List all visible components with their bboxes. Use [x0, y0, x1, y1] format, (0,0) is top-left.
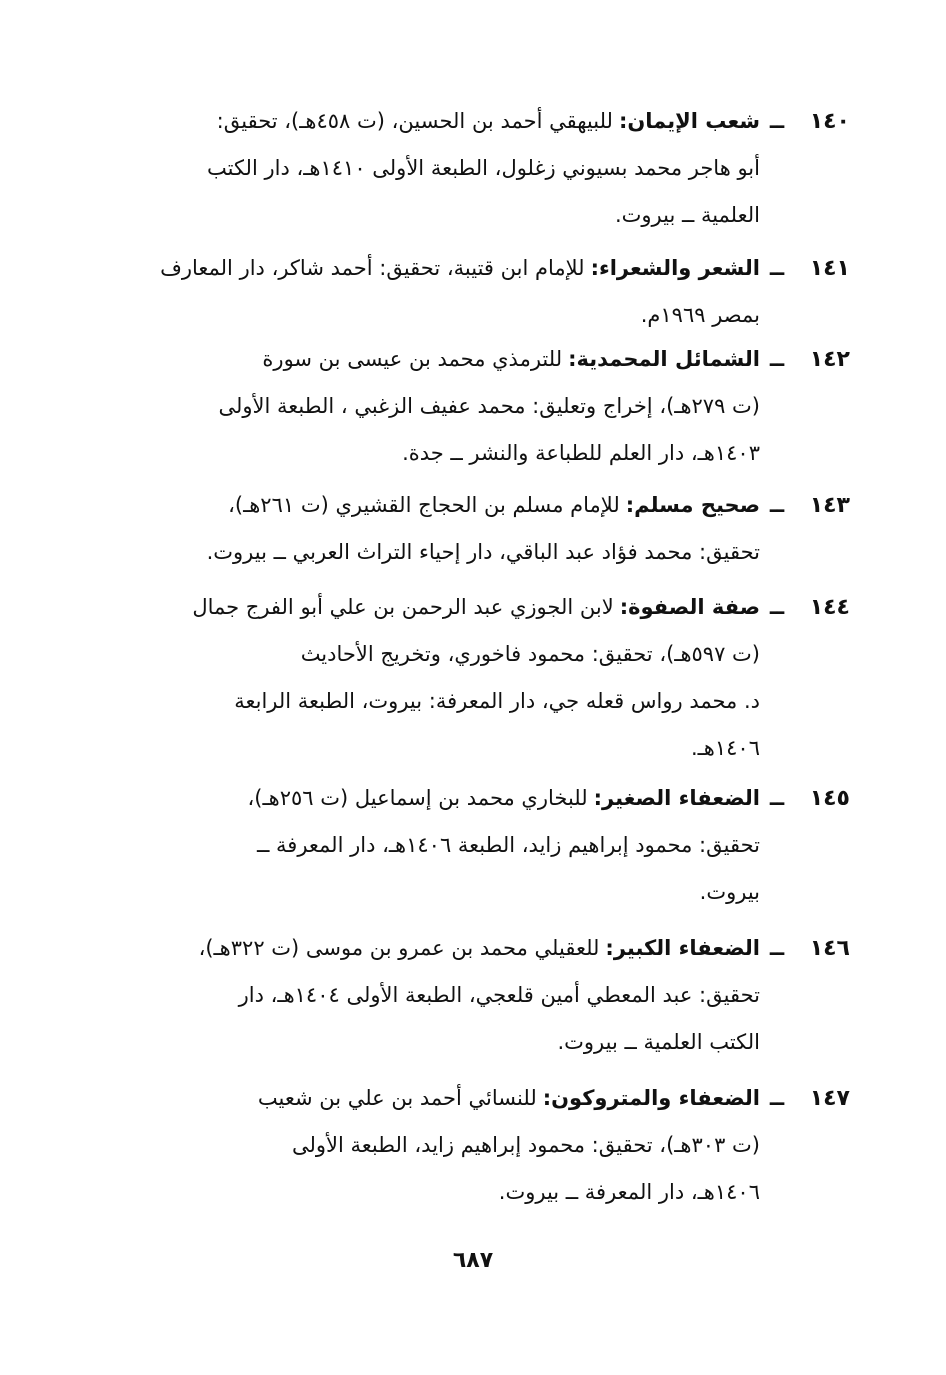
entry-first-line: [120, 925, 850, 972]
entry-continuation-line: ١٤٠٦هـ، دار المعرفة ــ بيروت.: [498, 1180, 760, 1204]
entry-title: الشمائل المحمدية:: [568, 347, 760, 371]
entry-first-line: [120, 245, 850, 292]
entry-text: لابن الجوزي عبد الرحمن بن علي أبو الفرج جمال: [192, 595, 614, 619]
entry-text: للإمام مسلم بن الحجاج القشيري (ت ٢٦١هـ)،: [228, 493, 620, 517]
entry-number: ١٤٣: [809, 493, 850, 518]
entry-text: للترمذي محمد بن عيسى بن سورة: [262, 347, 563, 371]
entry-number: ١٤٤: [809, 595, 850, 620]
entry-title: الضعفاء الكبير:: [605, 936, 760, 960]
entry-continuation-line: بيروت.: [699, 880, 760, 904]
entry-text: للعقيلي محمد بن عمرو بن موسى (ت ٣٢٢هـ)،: [198, 936, 600, 960]
entry-text: للإمام ابن قتيبة، تحقيق: أحمد شاكر، دار المعارف: [160, 256, 585, 280]
reference-entry-146: [120, 925, 850, 1066]
entry-continuation-line: (ت ٢٧٩هـ)، إخراج وتعليق: محمد عفيف الزغبي ، الطبعة الأولى: [218, 394, 760, 418]
entry-dash: ــ: [769, 109, 785, 133]
entry-dash: ــ: [769, 936, 785, 960]
entry-text: للنسائي أحمد بن علي بن شعيب: [257, 1086, 537, 1110]
entry-first-line: [120, 775, 850, 822]
entry-continuation-line: ١٤٠٦هـ.: [690, 736, 760, 760]
entry-continuation-line: ١٤٠٣هـ، دار العلم للطباعة والنشر ــ جدة.: [402, 441, 760, 465]
entry-first-line: [120, 1075, 850, 1122]
entry-continuation-line: بمصر ١٩٦٩م.: [640, 303, 760, 327]
entry-first-line: [120, 584, 850, 631]
entry-continuation-line: د. محمد رواس قعله جي، دار المعرفة: بيروت، الطبعة الرابعة: [234, 689, 760, 713]
entry-first-line: [120, 482, 850, 529]
entry-number: ١٤٢: [809, 347, 850, 372]
entry-continuation-line: (ت ٣٠٣هـ)، تحقيق: محمود إبراهيم زايد، الطبعة الأولى: [292, 1133, 760, 1157]
entry-first-line: [120, 336, 850, 383]
page-number: ٦٨٧: [452, 1248, 494, 1273]
entry-number: ١٤١: [809, 256, 850, 281]
entry-continuation-line: الكتب العلمية ــ بيروت.: [557, 1030, 760, 1054]
reference-entry-140: [120, 98, 850, 239]
entry-dash: ــ: [769, 493, 785, 517]
entry-continuation-line: تحقيق: عبد المعطي أمين قلعجي، الطبعة الأولى ١٤٠٤هـ، دار: [238, 983, 760, 1007]
entry-continuation-line: تحقيق: محمد فؤاد عبد الباقي، دار إحياء التراث العربي ــ بيروت.: [206, 540, 760, 564]
entry-text: للبيهقي أحمد بن الحسين، (ت ٤٥٨هـ)، تحقيق:: [216, 109, 613, 133]
entry-continuation-line: (ت ٥٩٧هـ)، تحقيق: محمود فاخوري، وتخريج الأحاديث: [300, 642, 760, 666]
reference-entry-145: [120, 775, 850, 916]
entry-title: الشعر والشعراء:: [590, 256, 760, 280]
entry-dash: ــ: [769, 256, 785, 280]
entry-number: ١٤٥: [809, 786, 850, 811]
entry-first-line: [120, 98, 850, 145]
reference-entry-142: [120, 336, 850, 477]
entry-number: ١٤٦: [809, 936, 850, 961]
reference-entry-147: [120, 1075, 850, 1216]
reference-entry-141: [120, 245, 850, 339]
entry-continuation-line: العلمية ــ بيروت.: [614, 203, 760, 227]
entry-title: الضعفاء والمتروكون:: [542, 1086, 760, 1110]
entry-title: الضعفاء الصغير:: [593, 786, 760, 810]
entry-text: للبخاري محمد بن إسماعيل (ت ٢٥٦هـ)،: [247, 786, 588, 810]
entry-title: صحيح مسلم:: [625, 493, 760, 517]
entry-dash: ــ: [769, 1086, 785, 1110]
entry-number: ١٤٠: [809, 109, 850, 134]
entry-continuation-line: تحقيق: محمود إبراهيم زايد، الطبعة ١٤٠٦هـ، دار المعرفة ــ: [257, 833, 760, 857]
entry-dash: ــ: [769, 595, 785, 619]
entry-title: شعب الإيمان:: [618, 109, 760, 133]
entry-dash: ــ: [769, 347, 785, 371]
entry-dash: ــ: [769, 786, 785, 810]
entry-continuation-line: أبو هاجر محمد بسيوني زغلول، الطبعة الأولى ١٤١٠هـ، دار الكتب: [207, 156, 760, 180]
entry-title: صفة الصفوة:: [619, 595, 760, 619]
reference-entry-144: [120, 584, 850, 772]
entry-number: ١٤٧: [809, 1086, 850, 1111]
reference-entry-143: [120, 482, 850, 576]
